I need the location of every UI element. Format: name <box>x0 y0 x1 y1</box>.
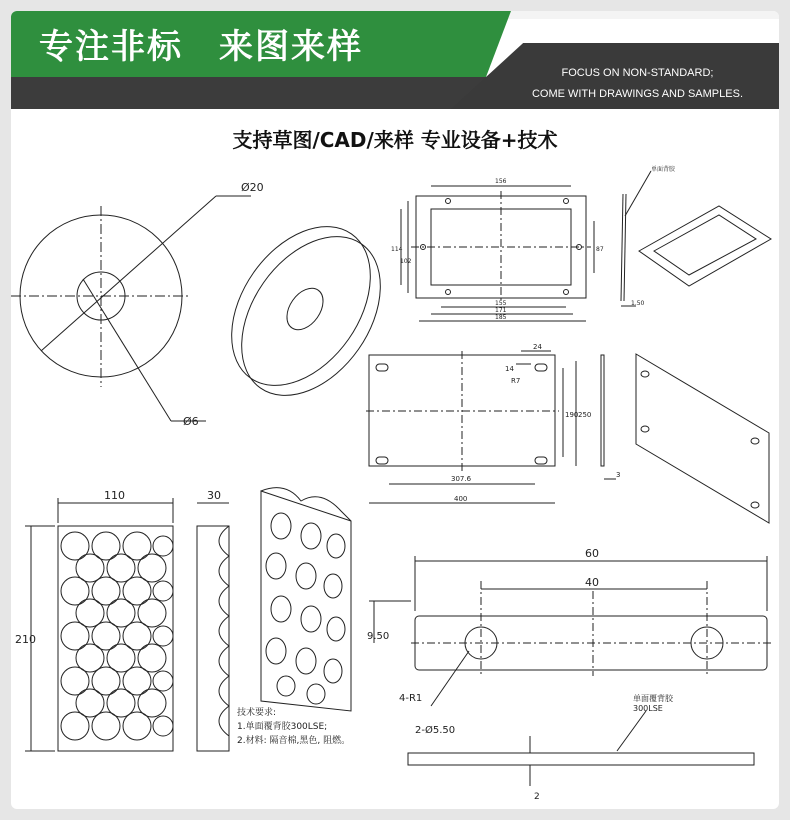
strip-dim-60: 60 <box>585 547 599 560</box>
washer-dim-outer: Ø20 <box>241 181 264 194</box>
gasket-dim-h1: 114 <box>391 246 403 253</box>
drawings-canvas <box>11 11 779 809</box>
foam-drawing <box>25 488 351 751</box>
foam-req-1: 1.单面覆背胶300LSE; <box>237 722 328 732</box>
gasket-note: 单面背胶 <box>651 166 676 173</box>
gasket-dim-top: 156 <box>495 178 507 185</box>
plate-dim-400: 400 <box>454 495 468 503</box>
plate-dim-24: 24 <box>533 343 542 351</box>
plate-dim-190: 190 <box>565 411 579 419</box>
foam-dim-width: 110 <box>104 489 125 502</box>
foam-req-2: 2.材料: 隔音棉,黑色, 阻燃。 <box>237 736 351 746</box>
gasket-dim-h2: 102 <box>400 258 412 265</box>
strip-dim-holes: 2-Ø5.50 <box>415 725 456 736</box>
header-english-line1: FOCUS ON NON-STANDARD; <box>561 67 714 79</box>
strip-note: 单面覆背胶 <box>633 694 673 703</box>
strip-note-2: 300LSE <box>633 704 663 713</box>
washer-dim-inner: Ø6 <box>183 415 199 428</box>
content-card <box>11 11 779 809</box>
strip-drawing <box>369 556 771 786</box>
strip-dim-r: 4-R1 <box>399 693 423 704</box>
washer-front-view <box>11 196 251 421</box>
header-english-line2: COME WITH DRAWINGS AND SAMPLES. <box>531 88 743 100</box>
strip-dim-950: 9.50 <box>367 631 390 642</box>
foam-req-title: 技术要求: <box>237 708 277 718</box>
foam-dim-height: 210 <box>15 633 36 646</box>
washer-3d-view <box>203 201 409 422</box>
plate-drawing <box>366 351 769 523</box>
plate-dim-r: R7 <box>511 377 521 385</box>
gasket-dim-b2: 171 <box>495 307 507 314</box>
strip-dim-40: 40 <box>585 576 599 589</box>
header-title: 专注非标 来图来样 <box>39 27 363 67</box>
foam-dim-thickness: 30 <box>207 489 221 502</box>
plate-dim-14: 14 <box>505 365 514 373</box>
gasket-dim-h3: 87 <box>596 246 604 253</box>
plate-dim-3078: 307.6 <box>451 475 472 483</box>
gasket-dim-b1: 155 <box>495 300 507 307</box>
strip-dim-thk: 2 <box>534 792 540 802</box>
plate-dim-250: 250 <box>578 411 592 419</box>
plate-dim-thk: 3 <box>616 471 621 479</box>
gasket-dim-thk: 1.50 <box>631 300 645 307</box>
subtitle: 支持草图/CAD/来样 专业设备+技术 <box>232 128 558 152</box>
gasket-frame-drawing <box>401 171 771 321</box>
gasket-dim-b3: 185 <box>495 314 507 321</box>
